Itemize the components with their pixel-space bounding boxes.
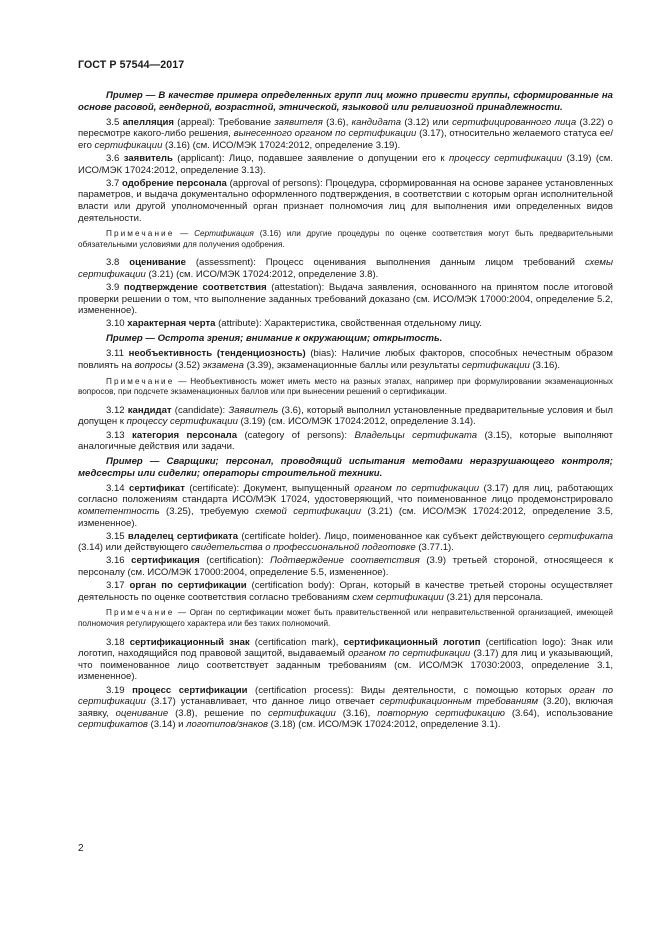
term-3-17: 3.17 орган по сертификации (certification body): Орган, который в качестве третьей стороны осуществляет деятельность по оценке соответствия согласно требованиям схем сертификации (3.21) для персонала. [78,580,613,603]
example-paragraph: Пример — Острота зрения; внимание к окружающим; открытость. [106,333,443,345]
note-paragraph: Примечание — Необъективность может иметь место на разных этапах, например при формулировании экзаменационных вопросов, при подсчете экзаменационных баллов или при вынесении решений о сертификации. [78,376,613,397]
note-paragraph: Примечание — Сертификация (3.16) или другие процедуры по оценке соответствия могут быть предварительными обязательными условиями для получения одобрения. [78,229,613,249]
note-paragraph: Примечание — Орган по сертификации может быть правительственной или неправительственной организацией, имеющей полномочия регулирующего характера или без таких полномочий. [78,608,613,629]
term-3-6: 3.6 заявитель (applicant): Лицо, подавшее заявление о допущении его к процессу сертификации (3.19) (см. ИСО/МЭК 17024:2012, определение 3.13). [78,152,614,176]
term-3-13: 3.13 категория персонала (category of persons): Владельцы сертификата (3.15), которые выполняют аналогичные действия или задачи. [78,429,613,453]
example-paragraph: Пример — В качестве примера определенных групп лиц можно привести группы, сформированные на основе расовой, гендерной, возрастной, этнической, языковой или религиозной принадлежности. [78,90,613,113]
term-3-10: 3.10 характерная черта (attribute): Характеристика, свойственная отдельному лицу. [106,318,482,330]
term-3-5: 3.5 апелляция (appeal): Требование заявителя (3.6), кандидата (3.12) или сертифицированного лица (3.22) о пересмотре какого-либо решения, вынесенного органом по сертификации (3.17), относительно желаемого статуса ее/его сертификации (3.16) (см. ИСО/МЭК 17024:2012, определение 3.19). [78,116,613,151]
term-3-12: 3.12 кандидат (candidate): Заявитель (3.6), который выполнил установленные предварительные условия и был допущен к процессу сертификации (3.19) (см. ИСО/МЭК 17024:2012, определение 3.14). [78,404,613,428]
term-3-15: 3.15 владелец сертификата (certificate holder). Лицо, поименованное как субъект действующего сертификата (3.14) или действующего свидетельства о профессиональной подготовке (3.77.1). [78,530,614,554]
term-3-11: 3.11 необъективность (тенденциозность) (bias): Наличие любых факторов, способных нечестным образом повлиять на вопросы (3.52) экзамена (3.39), экзаменационные баллы или результаты сертификации (3.16). [78,348,613,372]
term-3-19: 3.19 процесс сертификации (certification process): Виды деятельности, с помощью которых орган по сертификации (3.17) устанавливает, что данное лицо отвечает сертификационным требованиям (3.20), включая заявку, оценивание (3.8), решение по сертификации (3.16), повторную сертификацию (3.64), использование сертификатов (3.14) и логотипов/знаков (3.18) (см. ИСО/МЭК 17024:2012, определение 3.1). [78,684,614,731]
term-3-7: 3.7 одобрение персонала (approval of persons): Процедура, сформированная на основе заранее установленных параметров, и выдача документально оформленного подтверждения, в соответствии с которым орган исполнительной власти или другой уполномоченный орган признает полномочия лиц для выполнения ими определенных видов деятельности. [78,177,613,224]
example-paragraph: Пример — Сварщики; персонал, проводящий испытания методами неразрушающего контроля; медсестры или сиделки; операторы строительной техники. [78,456,613,479]
term-3-8: 3.8 оценивание (assessment): Процесс оценивания выполнения данным лицом требований схемы сертификации (3.21) (см. ИСО/МЭК 17024:2012, определение 3.8). [78,257,613,280]
term-3-18: 3.18 сертификационный знак (certification mark), сертификационный логотип (certification logo): Знак или логотип, находящийся под правовой защитой, выдаваемый органом по сертификации (3.17) для лиц и указывающий, что поименованное лицо соответствует заданным требованиям (см. ИСО/МЭК 17030:2003, определение 3.1, измененное). [78,636,614,683]
document-body [78,90,613,734]
term-3-9: 3.9 подтверждение соответствия (attestation): Выдача заявления, основанного на принятом после итоговой проверки решении о том, что выполнение заданных требований доказано (см. ИСО/МЭК 17000:2004, определение 5.2, измененное). [78,282,613,317]
term-3-16: 3.16 сертификация (certification): Подтверждение соответствия (3.9) третьей стороной, относящееся к персоналу (см. ИСО/МЭК 17000:2004, определение 5.5, измененное). [78,555,613,579]
page-number: 2 [78,843,84,854]
term-3-14: 3.14 сертификат (certificate): Документ, выпущенный органом по сертификации (3.17) для лиц, работающих согласно положениям стандарта ИСО/МЭК 17024, удостоверяющий, что поименованное лицо продемонстрировало компетентность (3.25), требуемую схемой сертификации (3.21) (см. ИСО/МЭК 17024:2012, определение 3.5, измененное). [78,482,614,529]
document-header: ГОСТ Р 57544—2017 [78,59,185,71]
